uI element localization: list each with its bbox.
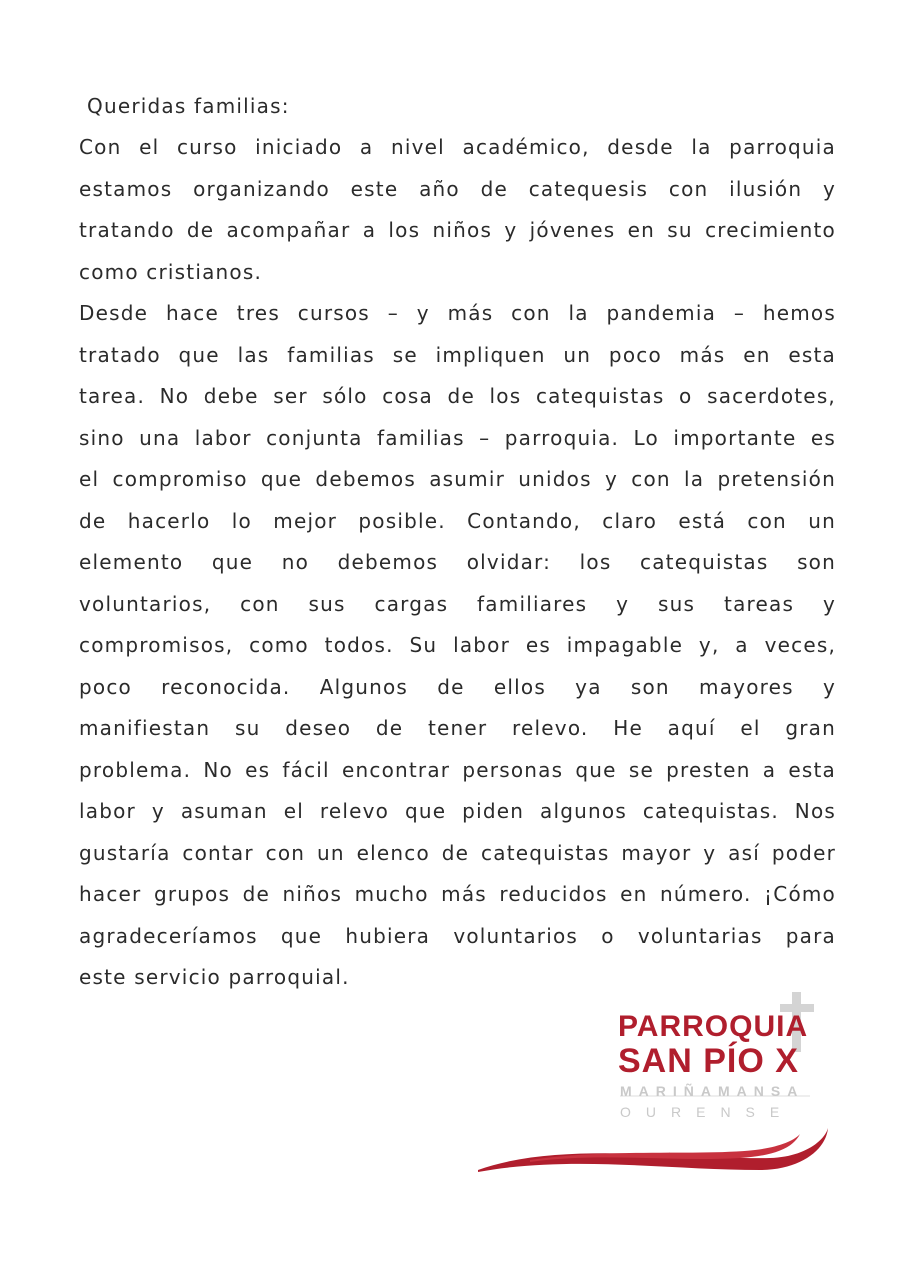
text-line: gustaría contar con un elenco de catequistas mayor y así poder (79, 840, 836, 865)
text-line: Desde hace tres cursos – y más con la pandemia – hemos (79, 301, 836, 325)
letter-body (79, 86, 836, 999)
swoosh-icon (478, 1128, 828, 1172)
text-line: tratado que las familias se impliquen un poco más en esta (79, 342, 836, 367)
text-line: poco reconocida. Algunos de ellos ya son mayores y (79, 674, 836, 699)
logo-title-parroquia: PARROQUIA (618, 1010, 809, 1043)
logo-subtitle-ourense: OURENSE (620, 1104, 795, 1120)
text-line: agradeceríamos que hubiera voluntarios o voluntarias para (79, 923, 836, 948)
logo-title-san-pio: SAN PÍO X (618, 1042, 799, 1080)
paragraph-2 (79, 293, 836, 999)
text-line: tarea. No debe ser sólo cosa de los catequistas o sacerdotes, (79, 384, 836, 408)
greeting: Queridas familias: (87, 94, 290, 118)
text-line: labor y asuman el relevo que piden algunos catequistas. Nos (79, 799, 836, 823)
text-line: sino una labor conjunta familias – parroquia. Lo importante es (79, 425, 836, 450)
text-line: estamos organizando este año de catequesis con ilusión y (79, 176, 836, 201)
text-line: Con el curso iniciado a nivel académico, desde la parroquia (79, 135, 836, 159)
text-line: voluntarios, con sus cargas familiares y sus tareas y (79, 591, 836, 616)
text-line: manifiestan su deseo de tener relevo. He aquí el gran (79, 716, 836, 740)
text-line: elemento que no debemos olvidar: los catequistas son (79, 550, 836, 574)
text-line: problema. No es fácil encontrar personas que se presten a esta (79, 757, 836, 782)
logo-subtitle-marinamansa: MARIÑAMANSA (620, 1083, 805, 1099)
text-line: el compromiso que debemos asumir unidos y con la pretensión (79, 467, 836, 491)
parish-logo (470, 990, 840, 1190)
text-line: tratando de acompañar a los niños y jóvenes en su crecimiento (79, 218, 836, 242)
text-line: como cristianos. (79, 259, 263, 284)
text-line: hacer grupos de niños mucho más reducidos en número. ¡Cómo (79, 882, 836, 906)
text-line: de hacerlo lo mejor posible. Contando, claro está con un (79, 508, 836, 533)
text-line: compromisos, como todos. Su labor es impagable y, a veces, (79, 633, 836, 657)
paragraph-1 (79, 127, 836, 293)
text-line: este servicio parroquial. (79, 965, 350, 989)
